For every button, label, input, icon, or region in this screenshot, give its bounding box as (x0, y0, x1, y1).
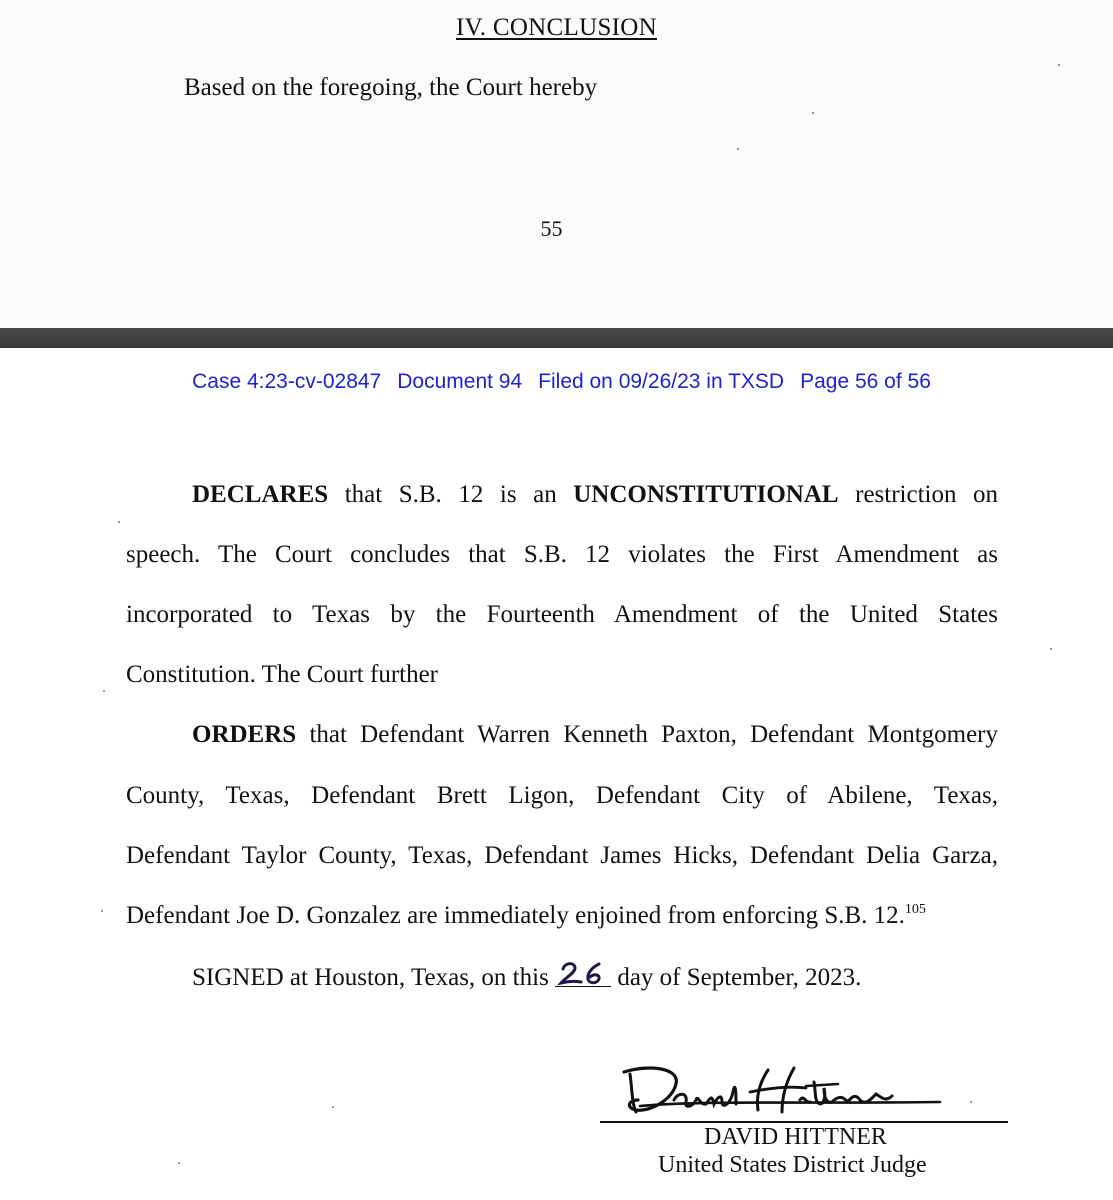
signed-line (192, 960, 861, 992)
page-number: 55 (540, 216, 563, 241)
orders-lead: ORDERS (192, 721, 297, 748)
scan-speck (737, 148, 739, 150)
declares-lead: DECLARES (192, 481, 329, 508)
declares-line-1 (192, 480, 998, 510)
declares-text-b: restriction on (855, 481, 999, 508)
handwritten-day (557, 960, 609, 986)
case-number: Case 4:23-cv-02847 (192, 370, 382, 393)
page-indicator: Page 56 of 56 (800, 370, 931, 393)
signer-title: United States District Judge (658, 1152, 927, 1178)
signed-prefix: SIGNED at Houston, Texas, on this (192, 964, 549, 991)
declares-line-3: incorporated to Texas by the Fourteenth Amendment of the United States (126, 601, 998, 628)
scan-speck (970, 1101, 972, 1103)
orders-line-2: County, Texas, Defendant Brett Ligon, Defendant City of Abilene, Texas, (126, 782, 998, 809)
document-number: Document 94 (397, 370, 523, 393)
conclusion-intro: Based on the foregoing, the Court hereby (184, 74, 598, 101)
page-break-divider (0, 328, 1113, 348)
section-heading: IV. CONCLUSION (456, 14, 657, 41)
footnote-marker: 105 (904, 902, 926, 917)
signer-name: DAVID HITTNER (704, 1124, 887, 1150)
scan-speck (103, 690, 105, 692)
scan-speck (101, 910, 103, 912)
declares-text-a: that S.B. 12 is an (344, 481, 557, 508)
unconstitutional-emphasis: UNCONSTITUTIONAL (573, 481, 839, 508)
signed-day (555, 960, 611, 987)
filed-date: Filed on 09/26/23 in TXSD (538, 370, 785, 393)
orders-line-1 (192, 720, 998, 750)
scan-speck (812, 112, 814, 114)
scan-speck (178, 1162, 180, 1164)
signed-suffix: day of September, 2023. (617, 964, 862, 991)
scan-speck (1058, 64, 1060, 66)
signature-line (600, 1121, 1008, 1123)
declares-line-4: Constitution. The Court further (126, 661, 439, 688)
orders-line-3: Defendant Taylor County, Texas, Defendant James Hicks, Defendant Delia Garza, (126, 842, 998, 869)
orders-text-1: that Defendant Warren Kenneth Paxton, Defendant Montgomery (309, 721, 999, 748)
previous-page (0, 0, 1113, 328)
scan-speck (332, 1106, 334, 1108)
scan-speck (118, 521, 120, 523)
scan-speck (1050, 648, 1052, 650)
declares-line-2: speech. The Court concludes that S.B. 12 violates the First Amendment as (126, 541, 998, 568)
case-header (0, 370, 1113, 394)
orders-text-4: Defendant Joe D. Gonzalez are immediately enjoined from enforcing S.B. 12. (126, 902, 905, 929)
orders-line-4 (126, 901, 998, 931)
judge-signature (610, 1060, 950, 1126)
